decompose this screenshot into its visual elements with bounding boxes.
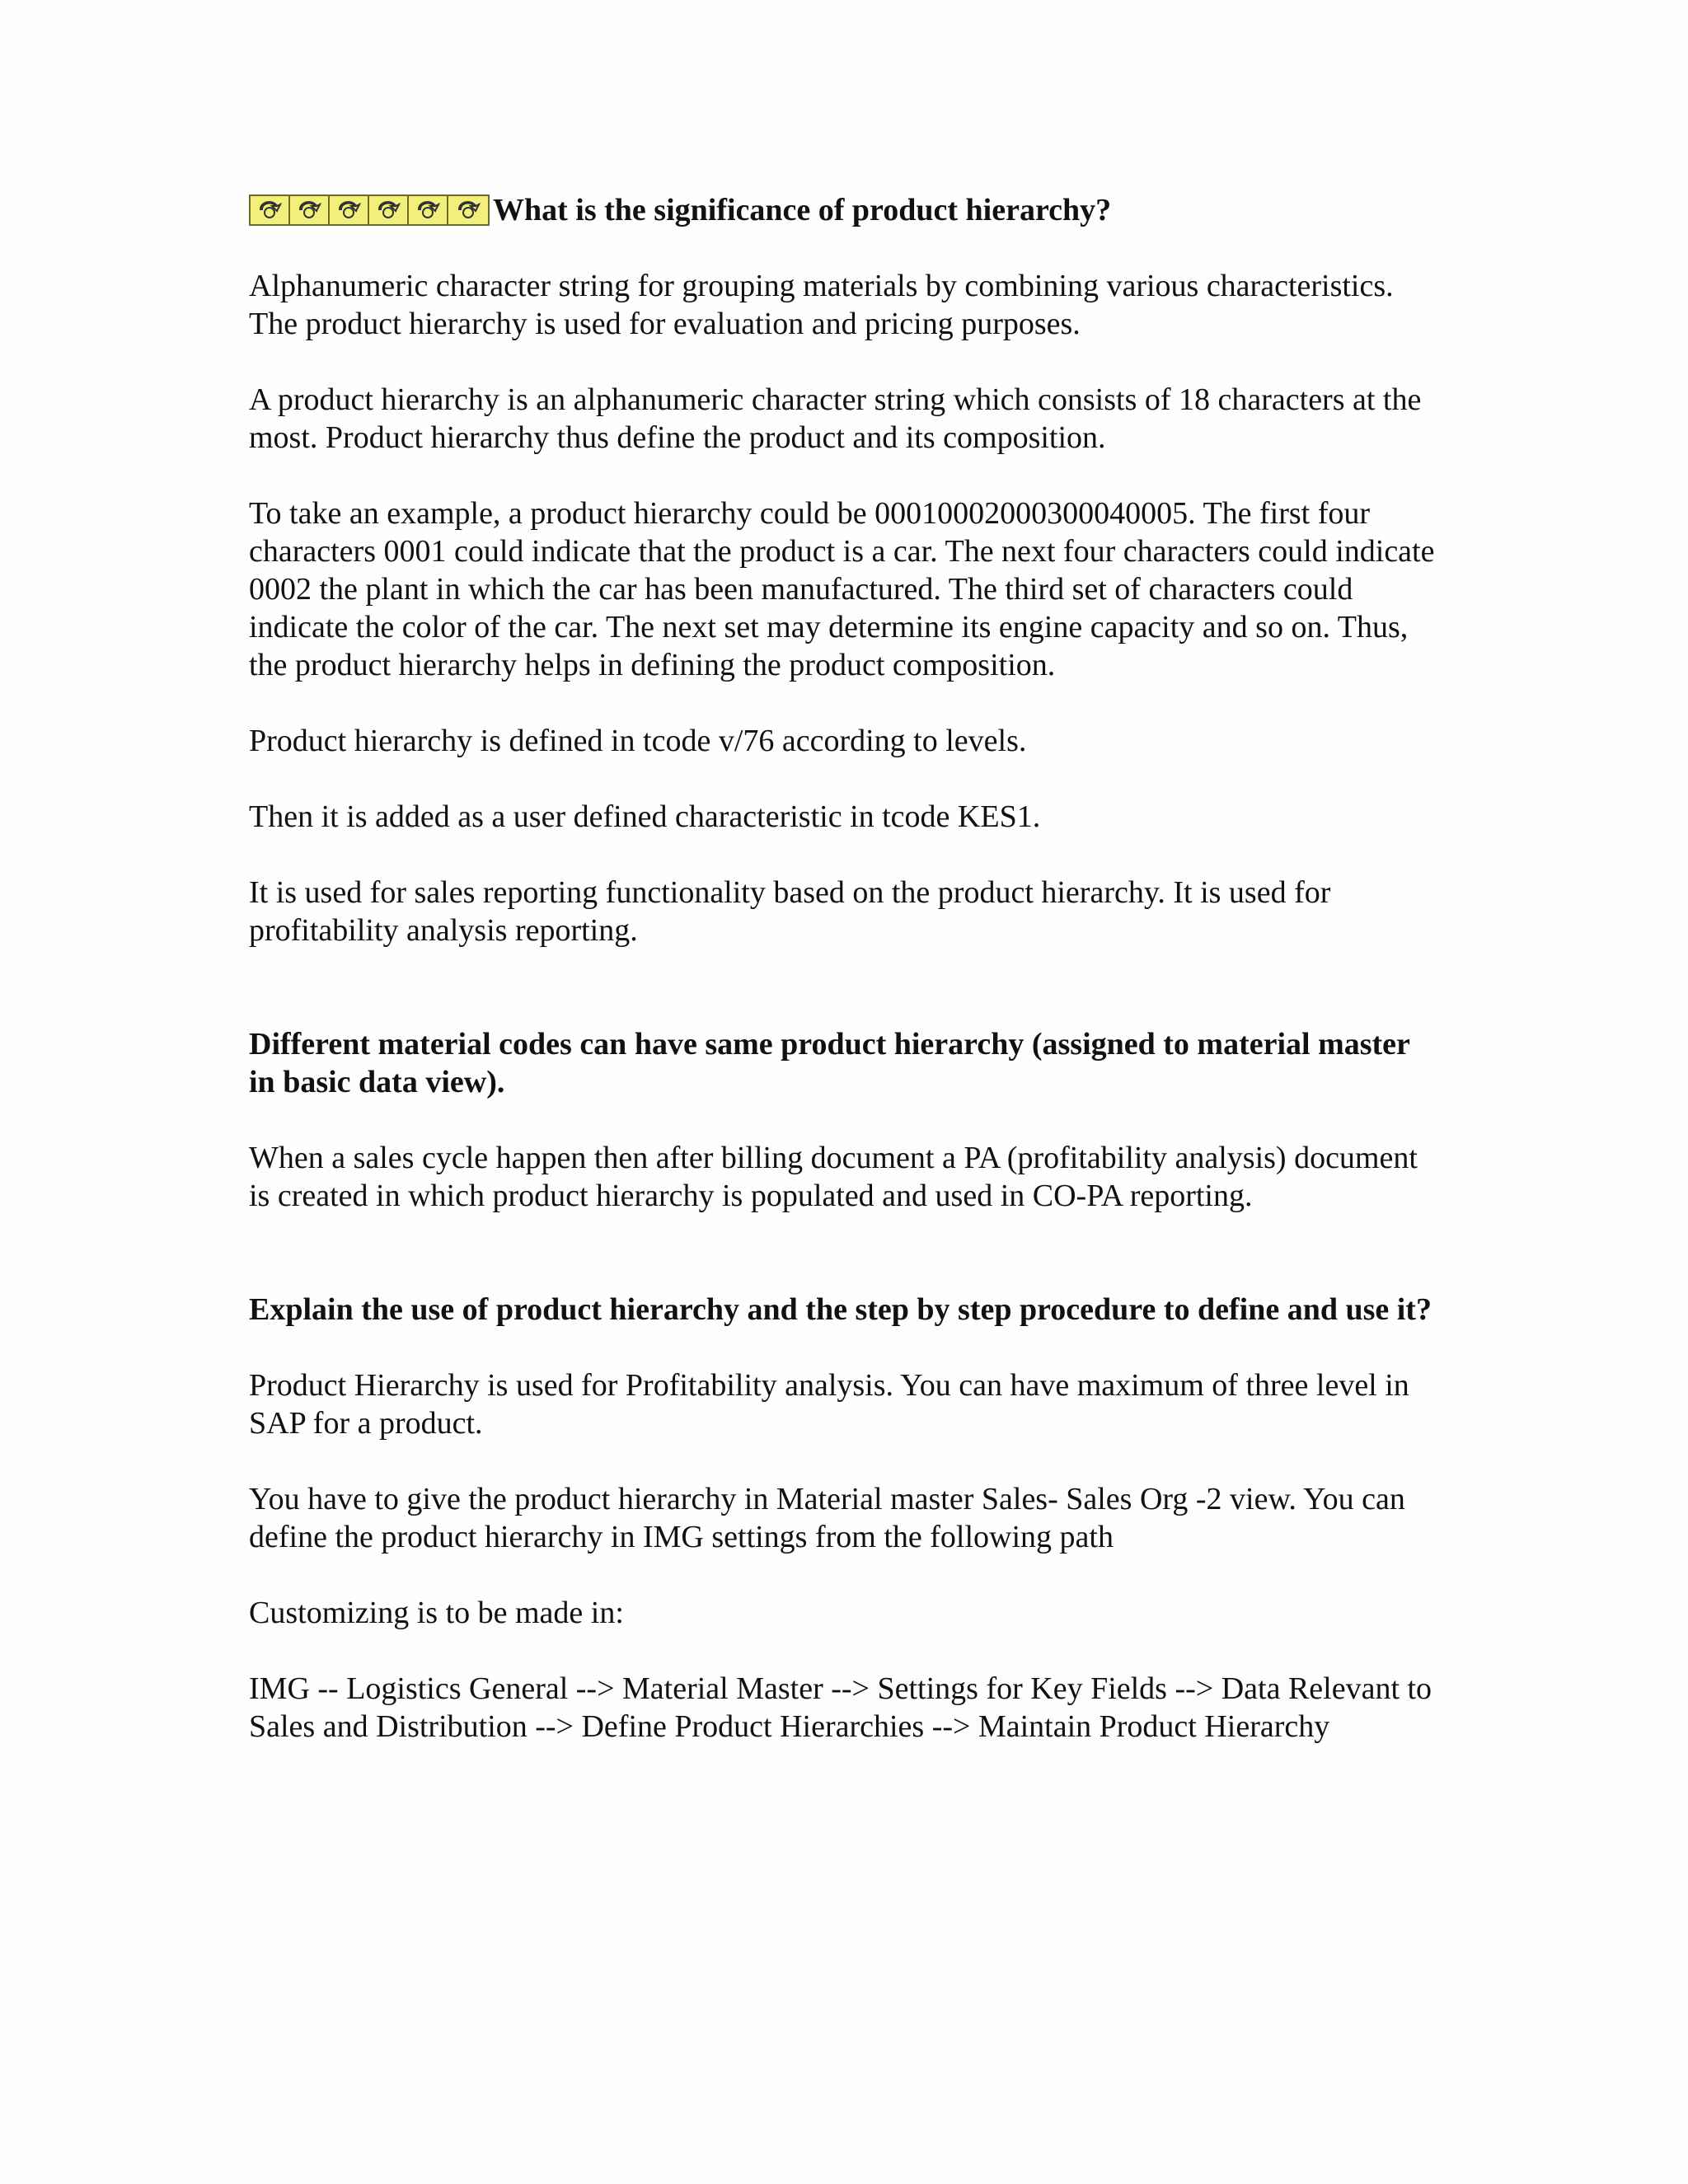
rating-icon bbox=[448, 196, 488, 224]
rating-icon bbox=[330, 196, 369, 224]
paragraph-profitability: Product Hierarchy is used for Profitability analysis. You can have maximum of three level in SAP for a product. bbox=[249, 1368, 1409, 1441]
paragraph-example: To take an example, a product hierarchy could be 00010002000300040005. The first four characters 0001 could indicate that the product is a car. The next four characters could indicate 0002 the plant in which the car has been manufactured. The third set of characters could indicate the color of the car. The next set may determine its engine capacity and so on. Thus, the product hierarchy helps in defining the product composition. bbox=[249, 496, 1435, 682]
rating-icon bbox=[290, 196, 330, 224]
rating-icon bbox=[251, 196, 290, 224]
question-heading-procedure: Explain the use of product hierarchy and the step by step procedure to define and use it? bbox=[249, 1292, 1432, 1327]
paragraph-tcode-kes1: Then it is added as a user defined characteristic in tcode KES1. bbox=[249, 799, 1041, 834]
paragraph-tcode-v76: Product hierarchy is defined in tcode v/76 according to levels. bbox=[249, 724, 1027, 758]
rating-icon bbox=[369, 196, 409, 224]
question-heading bbox=[249, 191, 1441, 229]
paragraph-reporting: It is used for sales reporting functionality based on the product hierarchy. It is used for profitability analysis reporting. bbox=[249, 875, 1331, 948]
rating-icons bbox=[249, 194, 490, 226]
paragraph-definition: Alphanumeric character string for grouping materials by combining various characteristics. The product hierarchy is used for evaluation and pricing purposes. bbox=[249, 269, 1394, 341]
paragraph-img-path: IMG -- Logistics General --> Material Master --> Settings for Key Fields --> Data Relevant to Sales and Distribution --> Define Product Hierarchies --> Maintain Product Hierarchy bbox=[249, 1671, 1432, 1744]
paragraph-length: A product hierarchy is an alphanumeric character string which consists of 18 characters at the most. Product hierarchy thus define the product and its composition. bbox=[249, 382, 1422, 455]
question-heading-text: What is the significance of product hierarchy? bbox=[493, 193, 1112, 227]
paragraph-customizing: Customizing is to be made in: bbox=[249, 1596, 624, 1630]
paragraph-material-master: You have to give the product hierarchy in Material master Sales- Sales Org -2 view. You can define the product hierarchy in IMG settings from the following path bbox=[249, 1482, 1405, 1554]
paragraph-sales-cycle: When a sales cycle happen then after billing document a PA (profitability analysis) document is created in which product hierarchy is populated and used in CO-PA reporting. bbox=[249, 1141, 1418, 1213]
bold-statement-material-codes: Different material codes can have same product hierarchy (assigned to material master in basic data view). bbox=[249, 1027, 1410, 1099]
rating-icon bbox=[409, 196, 448, 224]
